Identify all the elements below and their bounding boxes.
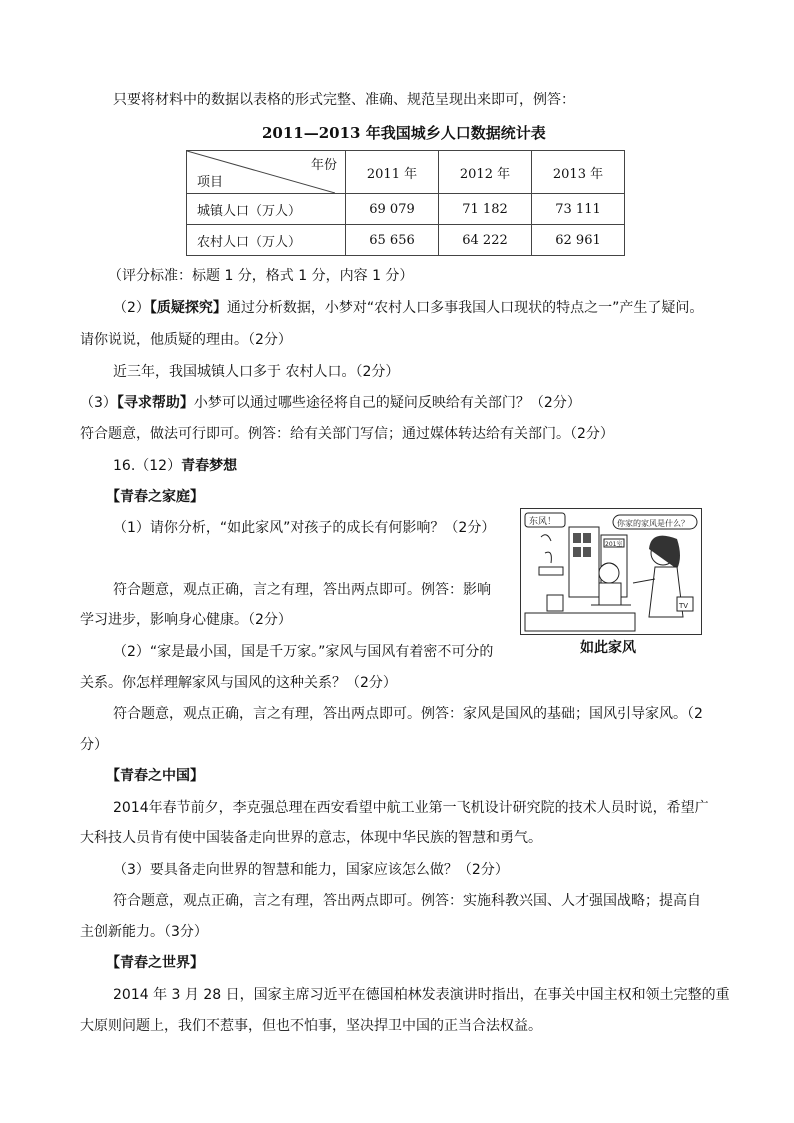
year-header: 2012 年 — [439, 151, 532, 194]
scoring-note: （评分标准：标题 1 分，格式 1 分，内容 1 分） — [108, 268, 414, 284]
table-row — [187, 225, 625, 256]
s1-question-1: （1）请你分析，“如此家风”对孩子的成长有何影响？（2分） — [113, 520, 496, 536]
q-tag: 【寻求帮助】 — [116, 395, 194, 411]
s2-question-3: （3）要具备走向世界的智慧和能力，国家应该怎么做？（2分） — [113, 862, 509, 878]
row-label: 农村人口（万人） — [187, 225, 346, 256]
s2-paragraph: 2014年春节前夕，李克强总理在西安看望中航工业第一飞机设计研究院的技术人员时说，希望广 — [113, 800, 709, 816]
intro-text: 只要将材料中的数据以表格的形式完整、准确、规范呈现出来即可，例答： — [113, 92, 575, 108]
s3-paragraph-cont: 大原则问题上，我们不惹事，但也不怕事，坚决捍卫中国的正当合法权益。 — [80, 1018, 542, 1034]
table-cell: 65 656 — [346, 225, 439, 256]
s2-answer-3-cont: 主创新能力。（3分） — [80, 924, 208, 940]
s1-question-2: （2）“家是最小国，国是千万家。”家风与国风有着密不可分的 — [113, 644, 494, 660]
year-header: 2013 年 — [532, 151, 625, 194]
table-cell: 69 079 — [346, 194, 439, 225]
s1-question-2-cont: 关系。你怎样理解家风与国风的这种关系？（2分） — [80, 675, 397, 691]
family-style-cartoon — [520, 508, 702, 635]
q-number: （2） — [113, 300, 150, 316]
s1-answer-1: 符合题意，观点正确，言之有理，答出两点即可。例答：影响 — [113, 582, 491, 598]
cartoon-illustration — [521, 509, 701, 634]
population-table — [186, 150, 625, 256]
question-3 — [80, 393, 581, 413]
cartoon-caption: 如此家风 — [580, 640, 636, 656]
section-family: 【青春之家庭】 — [106, 489, 204, 505]
s2-paragraph-cont: 大科技人员肯有使中国装备走向世界的意志，体现中华民族的智慧和勇气。 — [80, 830, 542, 846]
header-item: 项目 — [197, 175, 224, 190]
s1-answer-1-cont: 学习进步，影响身心健康。（2分） — [80, 612, 292, 628]
question-2-cont: 请你说说，他质疑的理由。（2分） — [80, 332, 292, 348]
table-row — [187, 194, 625, 225]
table-cell: 71 182 — [439, 194, 532, 225]
question-2 — [113, 298, 703, 318]
table-corner-cell — [187, 151, 346, 194]
bubble-left: 东风！ — [529, 517, 557, 527]
tv-label: TV — [679, 602, 689, 610]
q-text: 小梦可以通过哪些途径将自己的疑问反映给有关部门？（2分） — [193, 395, 581, 411]
door-sign: 201室 — [605, 541, 623, 548]
answer-2: 近三年，我国城镇人口多于 农村人口。（2分） — [113, 364, 400, 380]
table-header-row — [187, 151, 625, 194]
table-cell: 73 111 — [532, 194, 625, 225]
s1-answer-2: 符合题意，观点正确，言之有理，答出两点即可。例答：家风是国风的基础；国风引导家风。（2 — [113, 706, 703, 722]
table-cell: 64 222 — [439, 225, 532, 256]
table-cell: 62 961 — [532, 225, 625, 256]
section-world: 【青春之世界】 — [106, 955, 204, 971]
q-text: 通过分析数据，小梦对“农村人口多事我国人口现状的特点之一”产生了疑问。 — [226, 300, 704, 316]
q-title: 青春梦想 — [181, 458, 238, 474]
s3-paragraph: 2014 年 3 月 28 日，国家主席习近平在德国柏林发表演讲时指出，在事关中国主权和领土完整的重 — [113, 987, 730, 1003]
q-number: （3） — [80, 395, 117, 411]
table-title: 2011—2013 年我国城乡人口数据统计表 — [262, 124, 546, 142]
s1-answer-2-cont: 分） — [80, 737, 108, 753]
q-number: 16.（12） — [113, 458, 182, 474]
answer-3: 符合题意，做法可行即可。例答：给有关部门写信；通过媒体转达给有关部门。（2分） — [80, 426, 614, 442]
header-year: 年份 — [310, 158, 337, 173]
year-header: 2011 年 — [346, 151, 439, 194]
question-16 — [113, 456, 237, 476]
s2-answer-3: 符合题意，观点正确，言之有理，答出两点即可。例答：实施科教兴国、人才强国战略；提高自 — [113, 893, 701, 909]
row-label: 城镇人口（万人） — [187, 194, 346, 225]
section-china: 【青春之中国】 — [106, 768, 204, 784]
bubble-right: 你家的家风是什么？ — [617, 519, 689, 528]
q-tag: 【质疑探究】 — [149, 300, 227, 316]
